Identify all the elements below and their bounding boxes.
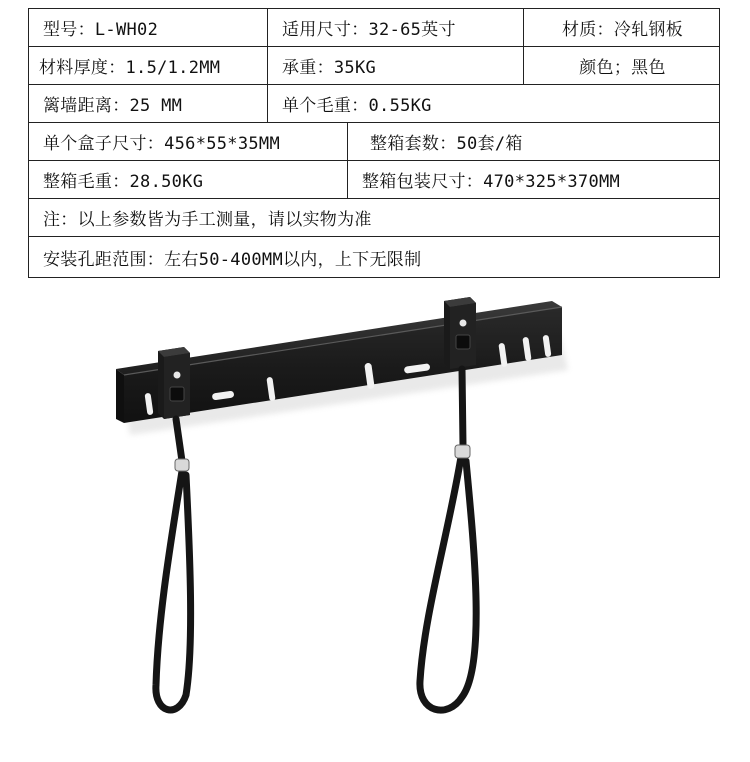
spec-carton-size: 整箱包装尺寸：470*325*370MM bbox=[347, 161, 721, 198]
spec-note: 注：以上参数皆为手工测量，请以实物为准 bbox=[43, 210, 372, 230]
spec-unit-weight: 单个毛重：0.55KG bbox=[267, 85, 721, 122]
spec-row-2 bbox=[29, 47, 719, 85]
left-strap-buckle bbox=[175, 459, 189, 471]
spec-table bbox=[28, 8, 720, 278]
right-strap-buckle bbox=[455, 445, 470, 458]
wall-mount-bracket-image bbox=[0, 285, 750, 762]
spec-row-4 bbox=[29, 123, 719, 161]
spec-row-3 bbox=[29, 85, 719, 123]
spec-box-size: 单个盒子尺寸：456*55*35MM bbox=[43, 134, 280, 154]
spec-row-5 bbox=[29, 161, 719, 199]
spec-model: 型号：L-WH02 bbox=[43, 20, 159, 40]
left-hook-clamp bbox=[158, 347, 190, 419]
spec-wall-distance: 篱墙距离：25 MM bbox=[43, 96, 183, 116]
spec-carton-weight: 整箱毛重：28.50KG bbox=[43, 172, 204, 192]
spec-sets-per-carton: 整箱套数：50套/箱 bbox=[347, 123, 721, 160]
spec-row-7 bbox=[29, 237, 719, 277]
spec-thickness: 材料厚度：1.5/1.2MM bbox=[39, 58, 221, 78]
spec-color: 颜色；黑色 bbox=[523, 47, 721, 84]
right-hook-clamp bbox=[444, 297, 476, 369]
spec-load: 承重：35KG bbox=[267, 47, 523, 84]
spec-row-6 bbox=[29, 199, 719, 237]
spec-material: 材质：冷轧钢板 bbox=[523, 9, 721, 46]
spec-hole-range: 安装孔距范围：左右50-400MM以内，上下无限制 bbox=[43, 249, 422, 270]
spec-row-1 bbox=[29, 9, 719, 47]
spec-size: 适用尺寸：32-65英寸 bbox=[267, 9, 523, 46]
right-strap bbox=[420, 369, 476, 710]
